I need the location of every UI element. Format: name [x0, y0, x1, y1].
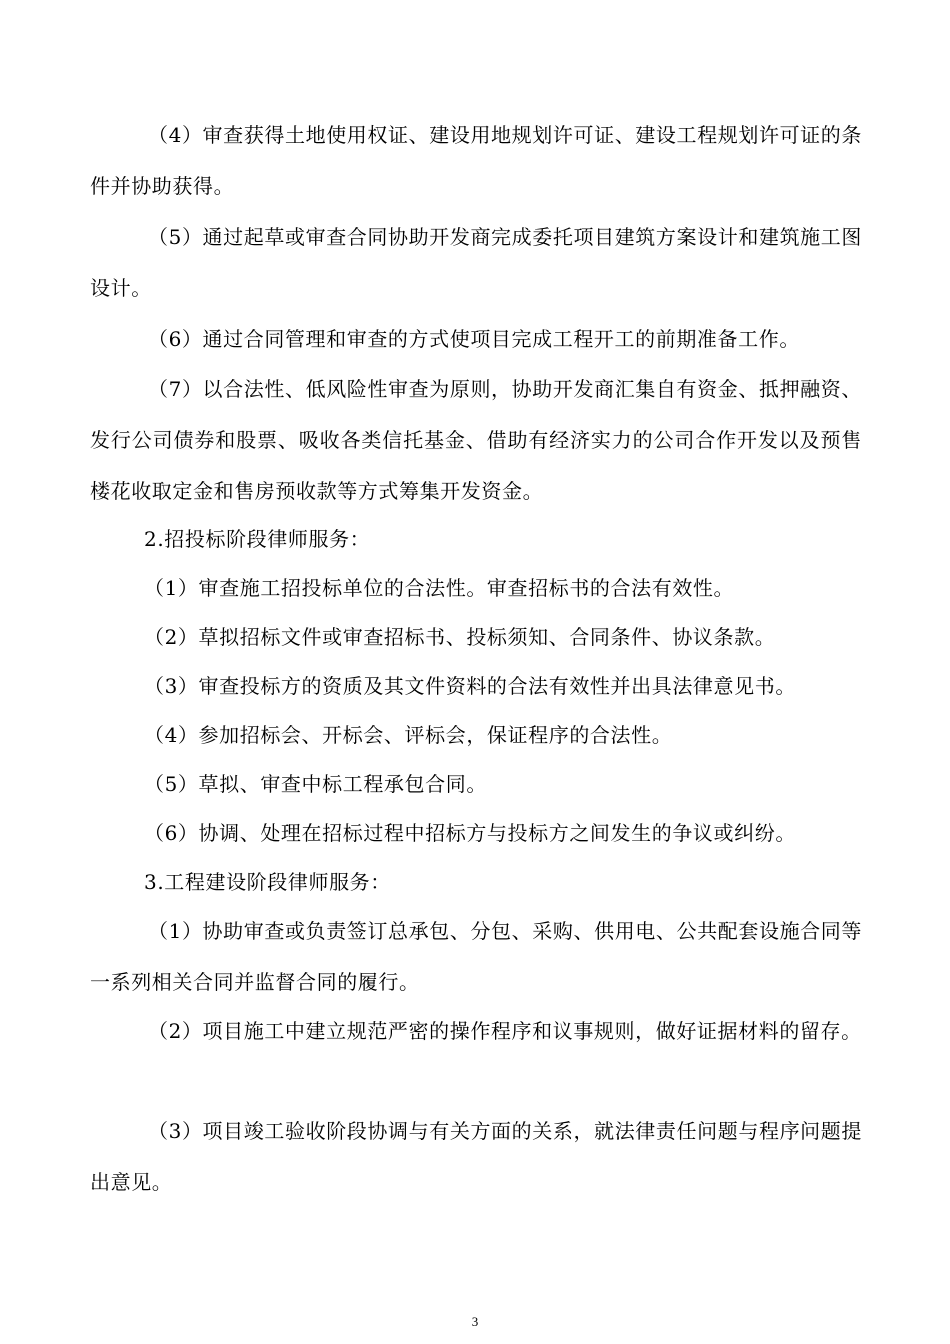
- section-heading-bidding: 2.招投标阶段律师服务：: [144, 527, 371, 551]
- paragraph-bidding-item-4: （4）参加招标会、开标会、评标会，保证程序的合法性。: [144, 723, 673, 747]
- paragraph-bidding-item-5: （5）草拟、审查中标工程承包合同。: [144, 772, 487, 796]
- section-heading-construction: 3.工程建设阶段律师服务：: [144, 870, 391, 894]
- paragraph-bidding-item-3: （3）审查投标方的资质及其文件资料的合法有效性并出具法律意见书。: [144, 674, 796, 698]
- paragraph-review-land-permits: （4）审查获得土地使用权证、建设用地规划许可证、建设工程规划许可证的条件并协助获得。: [90, 123, 862, 198]
- page-number: 3: [471, 1314, 479, 1329]
- paragraph-design-contracts: （5）通过起草或审查合同协助开发商完成委托项目建筑方案设计和建筑施工图设计。: [90, 225, 862, 300]
- paragraph-bidding-item-2: （2）草拟招标文件或审查招标书、投标须知、合同条件、协议条款。: [144, 625, 776, 649]
- paragraph-construction-item-2: （2）项目施工中建立规范严密的操作程序和议事规则，做好证据材料的留存。: [148, 1019, 862, 1043]
- paragraph-construction-item-3: （3）项目竣工验收阶段协调与有关方面的关系，就法律责任问题与程序问题提出意见。: [90, 1119, 862, 1194]
- paragraph-bidding-item-6: （6）协调、处理在招标过程中招标方与投标方之间发生的争议或纠纷。: [144, 821, 796, 845]
- paragraph-bidding-item-1: （1）审查施工招投标单位的合法性。审查招标书的合法有效性。: [144, 576, 735, 600]
- paragraph-construction-item-1: （1）协助审查或负责签订总承包、分包、采购、供用电、公共配套设施合同等一系列相关合同并监督合同的履行。: [90, 919, 862, 994]
- paragraph-preparation-work: （6）通过合同管理和审查的方式使项目完成工程开工的前期准备工作。: [148, 327, 800, 351]
- paragraph-fundraising: （7）以合法性、低风险性审查为原则，协助开发商汇集自有资金、抵押融资、发行公司债券和股票、吸收各类信托基金、借助有经济实力的公司合作开发以及预售楼花收取定金和售房预收款等方式筹集开发资金。: [90, 377, 862, 503]
